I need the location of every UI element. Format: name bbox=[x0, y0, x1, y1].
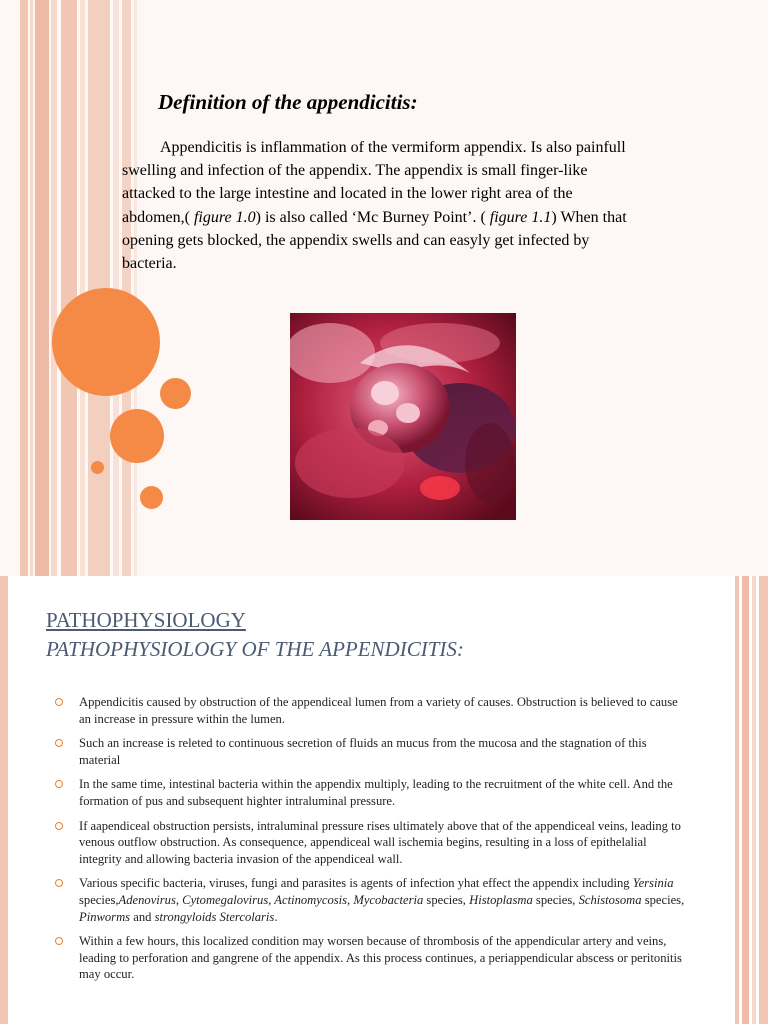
decorative-circle-small bbox=[160, 378, 191, 409]
bullet-icon bbox=[55, 739, 63, 747]
bullet-icon bbox=[55, 937, 63, 945]
section-subheading: PATHOPHYSIOLOGY OF THE APPENDICITIS: bbox=[46, 637, 464, 661]
right-stripe bbox=[752, 576, 756, 1024]
bullet-icon bbox=[55, 822, 63, 830]
list-item: Various specific bacteria, viruses, fungi and parasites is agents of infection yhat effect the appendix including Yersinia species,Adenovirus, Cytomegalovirus, Actinomycosis, Mycobacteria species, Histoplasma species, Schistosoma species, Pinworms and strongyloids Stercolaris. bbox=[55, 875, 691, 925]
list-item: In the same time, intestinal bacteria within the appendix multiply, leading to the recruitment of the white cell. And the formation of pus and subsequent highter intraluminal pressure. bbox=[55, 776, 691, 809]
figure-reference-1: figure 1.0 bbox=[189, 208, 256, 226]
decorative-circle-tiny bbox=[91, 461, 104, 474]
bullet-icon bbox=[55, 879, 63, 887]
section-heading: PATHOPHYSIOLOGY bbox=[46, 608, 246, 632]
left-accent-bar bbox=[0, 576, 8, 1024]
bullet-icon bbox=[55, 698, 63, 706]
bullet-icon bbox=[55, 780, 63, 788]
right-stripe bbox=[735, 576, 739, 1024]
decorative-stripes bbox=[20, 0, 148, 576]
decorative-circle-large bbox=[52, 288, 160, 396]
decorative-circle-medium bbox=[110, 409, 164, 463]
slide-title: Definition of the appendicitis: bbox=[158, 90, 418, 114]
definition-paragraph: Appendicitis is inflammation of the vermiform appendix. Is also painfull swelling and infection of the appendix. The appendix is small finger-like attacked to the large intestine and located in the lower right area of the abdomen,( figure 1.0) is also called ‘Mc Burney Point’. ( figure 1.1) When that opening gets blocked, the appendix swells and can easyly get infected by bacteria. bbox=[122, 139, 627, 273]
list-item: If aapendiceal obstruction persists, intraluminal pressure rises ultimately above that of the appendiceal veins, leading to venous outflow obstruction. As consequence, appendiceal wall ischemia begins, resulting in a loss of epithelalial integrity and allowing bacteria invasion of the appendiceal wall. bbox=[55, 818, 691, 868]
appendix-photo bbox=[290, 313, 516, 520]
right-stripe bbox=[742, 576, 749, 1024]
bullet-list bbox=[55, 694, 691, 991]
right-stripe bbox=[759, 576, 768, 1024]
slide-pathophysiology bbox=[0, 576, 768, 1024]
list-item: Appendicitis caused by obstruction of the appendiceal lumen from a variety of causes. Obstruction is believed to cause an increase in pressure within the lumen. bbox=[55, 694, 691, 727]
list-item: Such an increase is releted to continuous secretion of fluids an mucus from the mucosa and the stagnation of this material bbox=[55, 735, 691, 768]
list-item: Within a few hours, this localized condition may worsen because of thrombosis of the appendicular artery and veins, leading to perforation and gangrene of the appendix. As this process continues, a periappendicular abscess or peritonitis may occur. bbox=[55, 933, 691, 983]
decorative-circle-small-2 bbox=[140, 486, 163, 509]
figure-reference-2: figure 1.1 bbox=[485, 208, 552, 226]
